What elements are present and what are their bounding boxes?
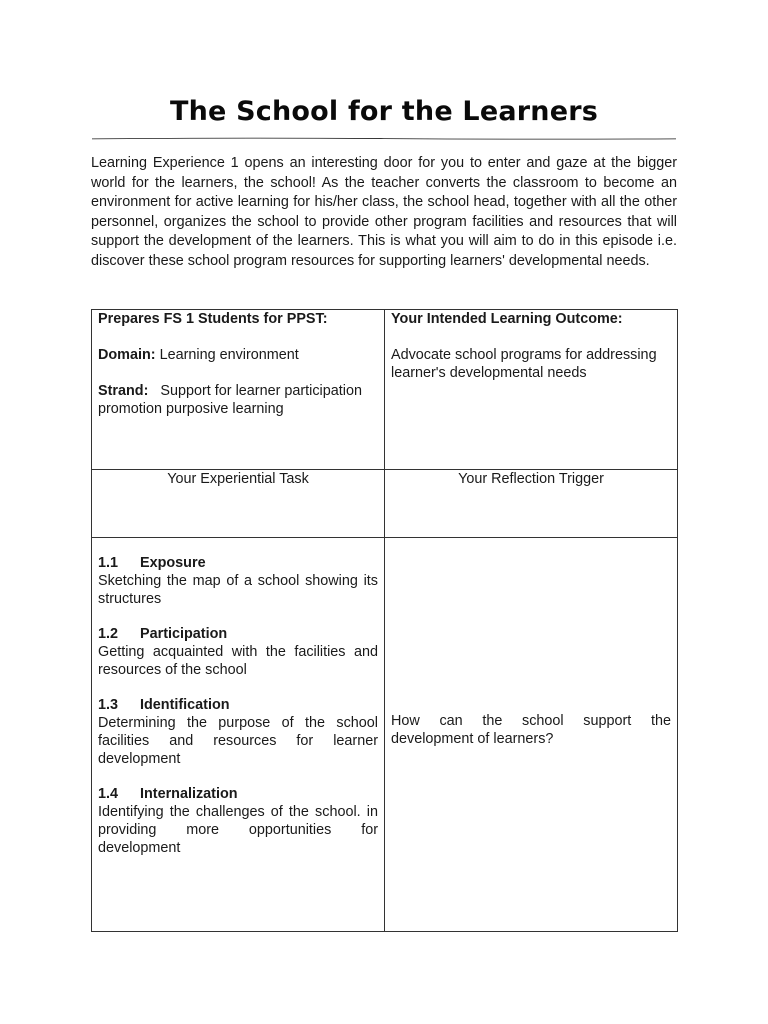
task-description: Getting acquainted with the facilities and resources of the school	[98, 644, 378, 678]
task-number: 1.1	[98, 555, 119, 571]
reflection-question-line1: How can the school support the	[391, 712, 671, 729]
outcome-cell	[385, 310, 678, 470]
domain-value: Learning environment	[159, 347, 299, 363]
intro-paragraph: Learning Experience 1 opens an interesting door for you to enter and gaze at the bigger world for the learners, the school! As the teacher converts the classroom to become an environment for active learning for his/her class, the school head, together with all the other personnel, organizes the school to provide other program facilities and resources that will support the development of the learners. This is what you will aim to do in this episode i.e. discover these school program resources for supporting learners' developmental needs.	[91, 155, 677, 269]
task-description-end: development	[98, 840, 181, 856]
table-row	[92, 538, 678, 932]
task-item	[98, 785, 378, 857]
task-name: Participation	[140, 626, 228, 642]
reflection-cell	[385, 538, 678, 932]
outcome-heading: Your Intended Learning Outcome:	[391, 311, 623, 327]
task-name: Exposure	[140, 555, 206, 571]
task-number: 1.3	[98, 697, 119, 713]
task-description: Identifying the challenges of the school. in providing more opportunities for	[98, 804, 378, 838]
column-header-trigger: Your Reflection Trigger	[385, 470, 678, 538]
reflection-question-line2: development of learners?	[391, 730, 554, 747]
outcome-text: Advocate school programs for addressing learner's developmental needs	[391, 347, 657, 381]
task-number: 1.4	[98, 786, 119, 802]
task-number: 1.2	[98, 626, 119, 642]
strand-value: Support for learner participation promotion purposive learning	[98, 383, 362, 417]
task-description: Determining the purpose of the school facilities and resources for learner	[98, 715, 378, 749]
ppst-heading: Prepares FS 1 Students for PPST:	[98, 311, 328, 327]
task-item	[98, 554, 378, 608]
ppst-cell	[92, 310, 385, 470]
task-item	[98, 625, 378, 679]
column-header-task: Your Experiential Task	[92, 470, 385, 538]
task-name: Internalization	[140, 786, 238, 802]
table-row	[92, 310, 678, 470]
tasks-cell	[92, 538, 385, 932]
page-title: The School for the Learners	[170, 96, 598, 127]
task-item	[98, 696, 378, 768]
task-description: Sketching the map of a school showing its structures	[98, 573, 378, 607]
learning-table	[91, 309, 678, 932]
strand-label: Strand:	[98, 383, 149, 399]
title-divider	[92, 137, 676, 140]
task-description-end: development	[98, 751, 181, 767]
table-row	[92, 470, 678, 538]
domain-label: Domain:	[98, 347, 156, 363]
domain-line	[98, 346, 378, 364]
strand-line	[98, 382, 378, 418]
task-name: Identification	[140, 697, 230, 713]
